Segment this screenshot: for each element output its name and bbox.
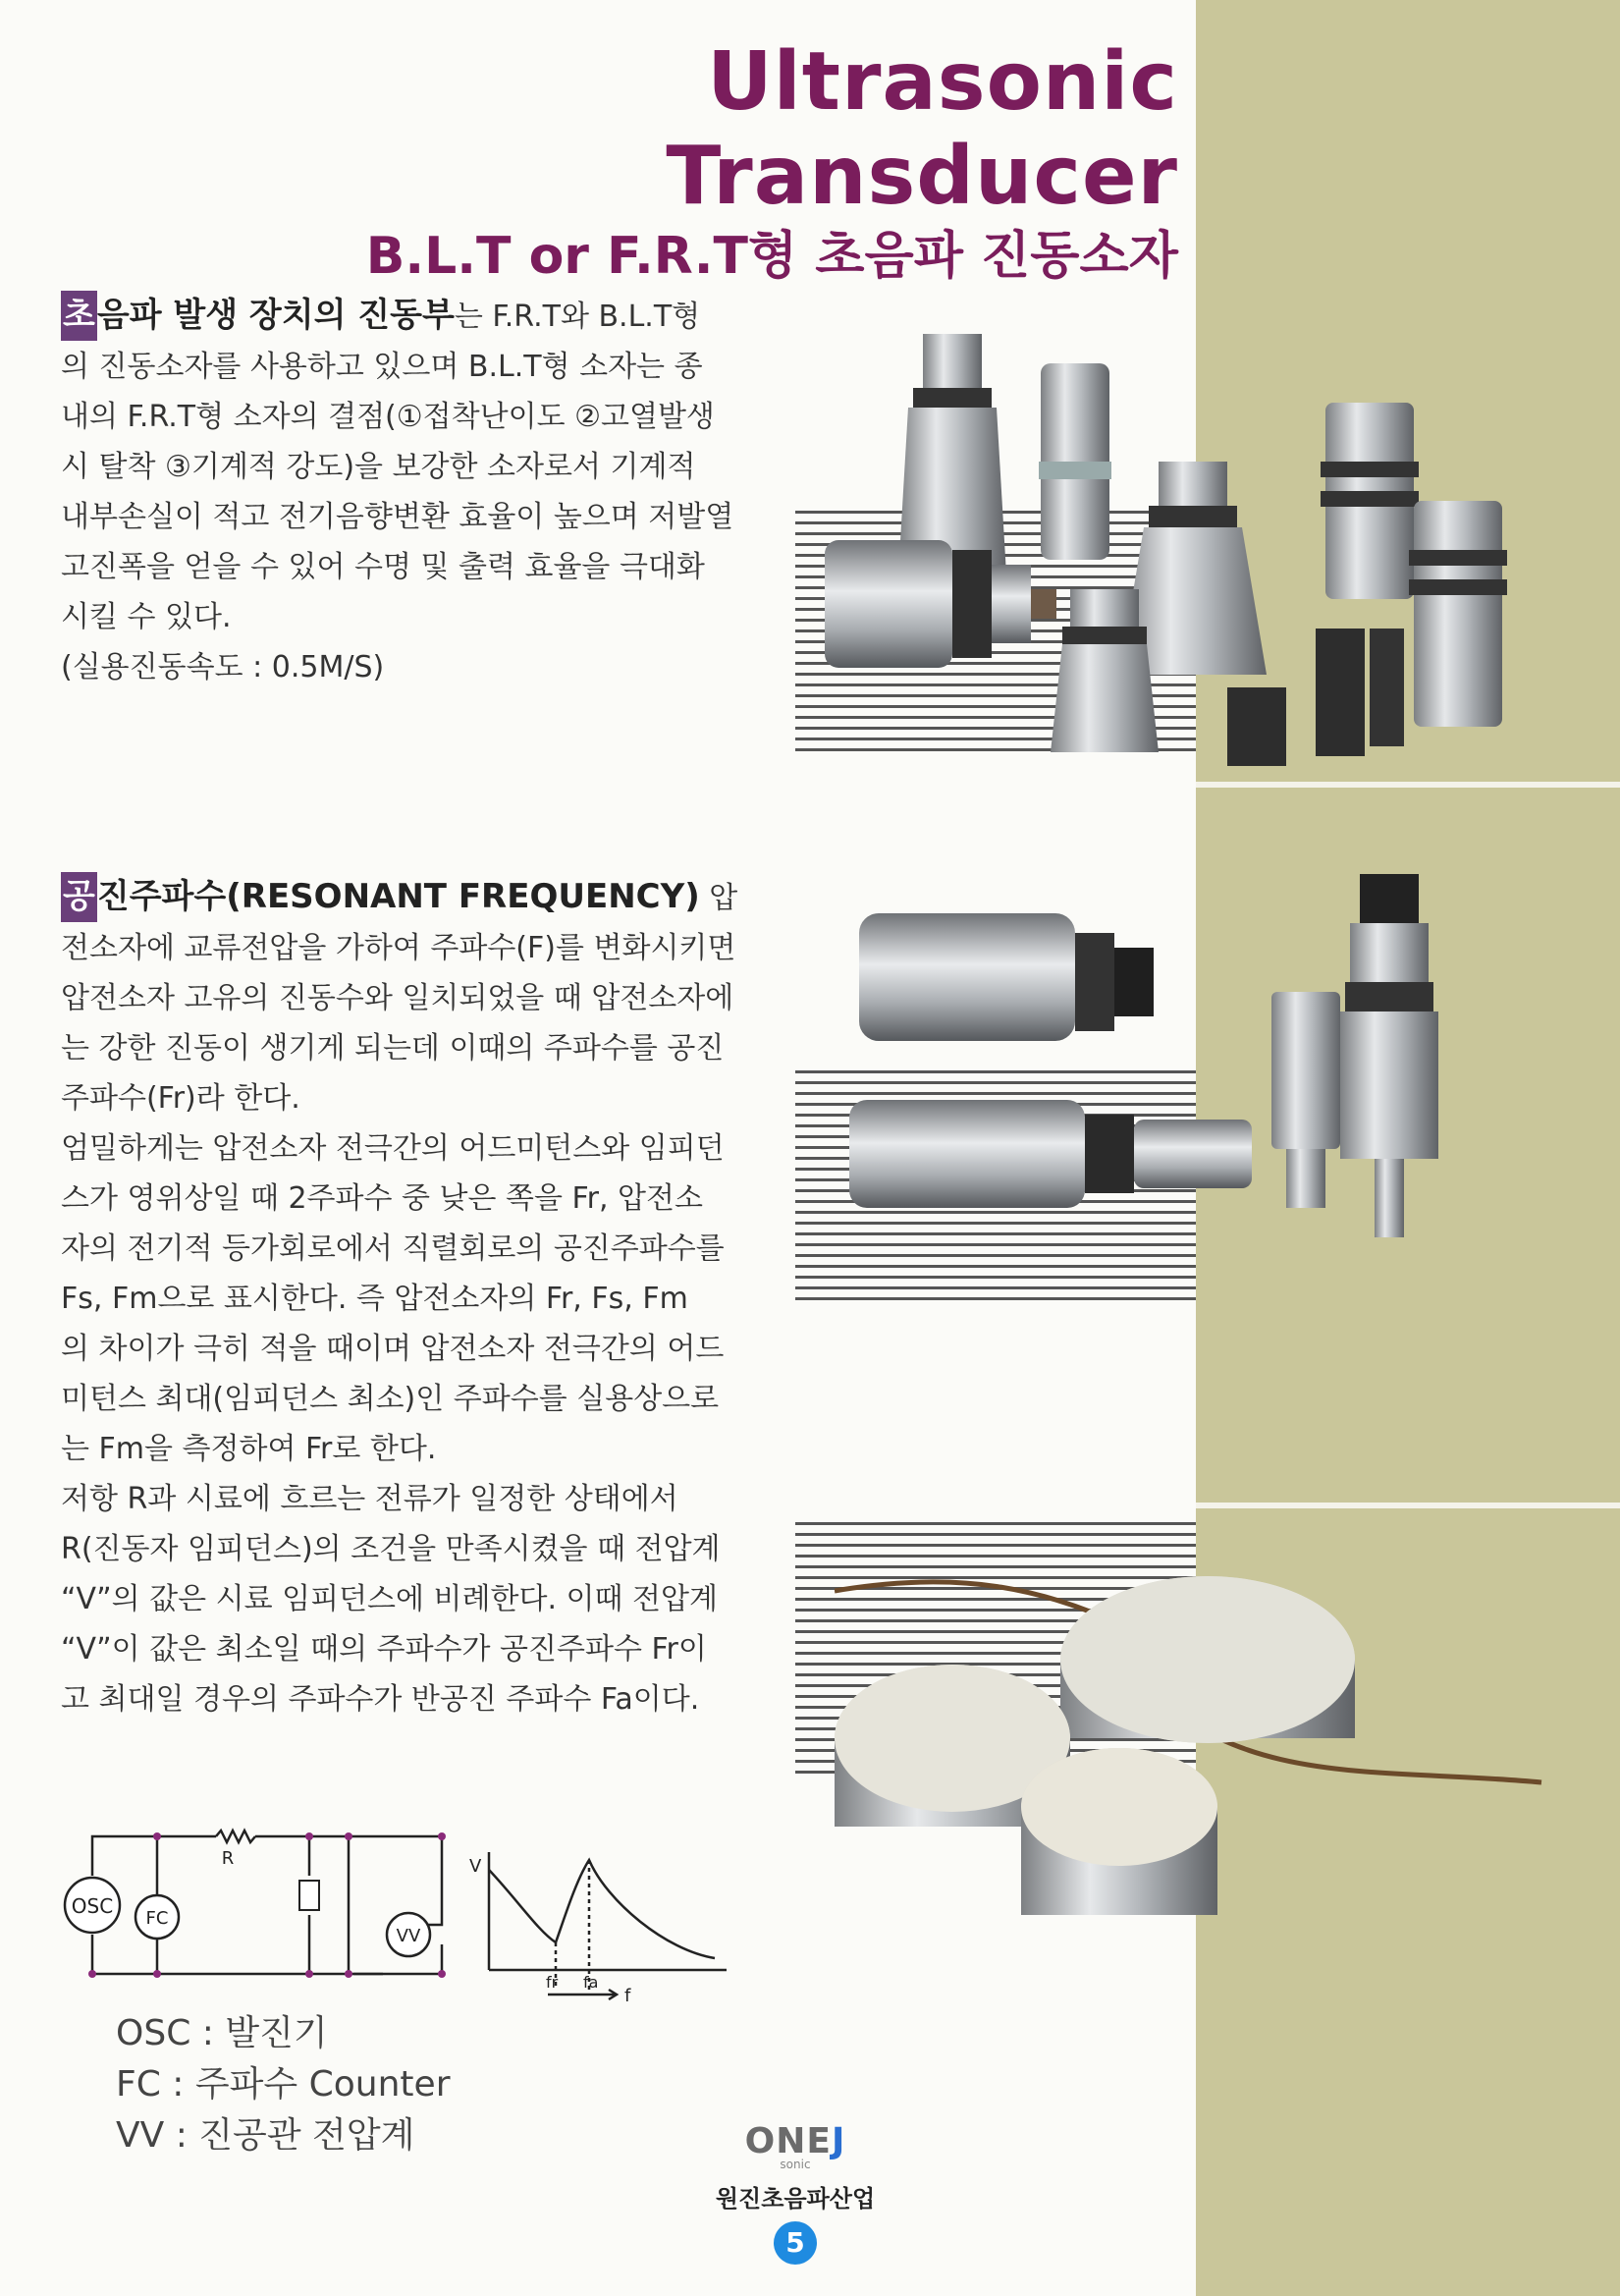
circuit-legend <box>116 2008 451 2161</box>
section-line: 자의 전기적 등가회로에서 직렬회로의 공진주파수를 <box>61 1231 725 1266</box>
section-line: 저항 R과 시료에 흐르는 전류가 일정한 상태에서 <box>61 1482 678 1516</box>
lead-heading: 음파 발생 장치의 진동부 <box>96 296 455 335</box>
section-resonant-frequency <box>61 872 778 1724</box>
section-line: 고 최대일 경우의 주파수가 반공진 주파수 Fa이다. <box>61 1682 700 1717</box>
section-line: R(진동자 임피던스)의 조건을 만족시켰을 때 전압계 <box>61 1532 721 1566</box>
section-line: 압전소자 고유의 진동수와 일치되었을 때 압전소자에 <box>61 981 734 1015</box>
section-line: 스가 영위상일 때 2주파수 중 낮은 쪽을 Fr, 압전소 <box>61 1181 703 1216</box>
logo-subtext: sonic <box>780 2158 811 2171</box>
page-title <box>314 35 1178 289</box>
section-line: 는 강한 진동이 생기게 되는데 이때의 주파수를 공진 <box>61 1031 725 1066</box>
transducer-photo-disc <box>835 1542 1551 1974</box>
title-korean: B.L.T or F.R.T형 초음파 진동소자 <box>365 227 1178 286</box>
title-english: Ultrasonic Transducer <box>666 35 1178 223</box>
lead-heading: 진주파수(RESONANT FREQUENCY) <box>96 877 700 916</box>
fc-label: FC <box>145 1908 169 1929</box>
transducer-photo-blt <box>805 295 1551 786</box>
section-line: 초음파 발생 장치의 진동부는 F.R.T와 B.L.T형 <box>61 291 778 342</box>
section-line: 미턴스 최대(임피던스 최소)인 주파수를 실용상으로 <box>61 1382 720 1416</box>
section-line: 공진주파수(RESONANT FREQUENCY) 압 <box>61 872 778 923</box>
section-line: 의 차이가 극히 적을 때이며 압전소자 전극간의 어드 <box>61 1332 725 1366</box>
section-line: 의 진동소자를 사용하고 있으며 B.L.T형 소자는 종 <box>61 350 703 384</box>
section-blt-frt <box>61 291 778 692</box>
graph-y-label: V <box>469 1856 482 1877</box>
section-line: (실용진동속도 : 0.5M/S) <box>61 650 385 684</box>
footer-brand <box>628 2121 962 2265</box>
graph-fa-label: fa <box>583 1973 599 1992</box>
legend-item: FC : 주파수 Counter <box>116 2064 451 2105</box>
measurement-circuit <box>59 1827 471 1984</box>
graph-fr-label: fr <box>546 1973 559 1992</box>
company-logo: ONEJ <box>744 2121 846 2161</box>
graph-x-label: f <box>624 1986 631 2006</box>
page-number-badge: 5 <box>774 2221 817 2265</box>
legend-item: VV : 진공관 전압계 <box>116 2115 415 2156</box>
section-line: 엄밀하게는 압전소자 전극간의 어드미턴스와 임피던 <box>61 1131 725 1166</box>
section-line: 고진폭을 얻을 수 있어 수명 및 출력 효율을 극대화 <box>61 550 705 584</box>
section-line: 내부손실이 적고 전기음향변환 효율이 높으며 저발열 <box>61 500 734 534</box>
sidebar-divider <box>1196 1503 1620 1508</box>
vv-label: VV <box>396 1926 421 1946</box>
lead-initial: 초 <box>61 291 97 341</box>
section-line: 시 탈착 ③기계적 강도)을 보강한 소자로서 기계적 <box>61 450 696 484</box>
impedance-graph <box>469 1842 734 2009</box>
transducer-photo-horn <box>839 854 1527 1267</box>
company-name: 원진초음파산업 <box>715 2185 876 2213</box>
section-line: 주파수(Fr)라 한다. <box>61 1081 300 1116</box>
lead-initial: 공 <box>61 872 97 922</box>
legend-item: OSC : 발진기 <box>116 2013 328 2053</box>
resistor-label: R <box>221 1848 235 1869</box>
section-line: 시킬 수 있다. <box>61 600 232 634</box>
section-line: 는 Fm을 측정하여 Fr로 한다. <box>61 1432 437 1466</box>
section-line: 전소자에 교류전압을 가하여 주파수(F)를 변화시키면 <box>61 931 736 965</box>
osc-label: OSC <box>71 1894 114 1918</box>
section-line: “V”이 값은 최소일 때의 주파수가 공진주파수 Fr이 <box>61 1632 707 1667</box>
section-line: Fs, Fm으로 표시한다. 즉 압전소자의 Fr, Fs, Fm <box>61 1282 688 1316</box>
section-line: “V”의 값은 시료 임피던스에 비례한다. 이때 전압계 <box>61 1582 718 1616</box>
section-line: 내의 F.R.T형 소자의 결점(①접착난이도 ②고열발생 <box>61 400 715 434</box>
